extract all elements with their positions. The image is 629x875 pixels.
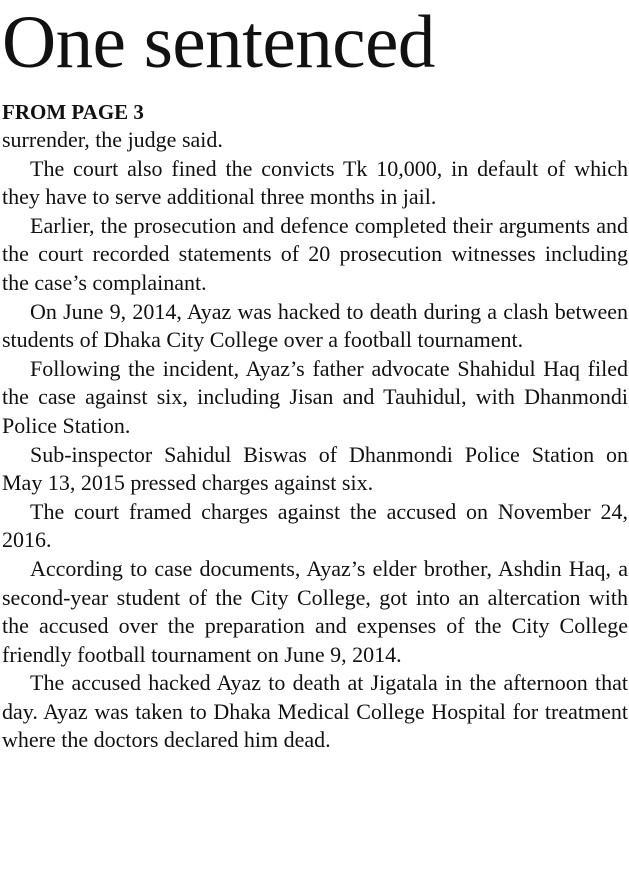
article-paragraph: The court also fined the convicts Tk 10,000, in default of which they have to serve additional three months in jail. [2,155,628,210]
article-paragraph: The accused hacked Ayaz to death at Jigatala in the afternoon that day. Ayaz was taken to Dhaka Medical College Hospital for treatment where the doctors declared him dead. [2,670,628,753]
article-body [2,126,628,755]
article-paragraph: According to case documents, Ayaz’s elder brother, Ashdin Haq, a second-year student of the City College, got into an altercation with the accused over the preparation and expenses of the City College friendly football tournament on June 9, 2014. [2,555,628,667]
article-paragraph: Sub-inspector Sahidul Biswas of Dhanmondi Police Station on May 13, 2015 pressed charges against six. [2,441,628,496]
article-paragraph: surrender, the judge said. [2,127,223,152]
article-paragraph: Earlier, the prosecution and defence completed their arguments and the court recorded statements of 20 prosecution witnesses including the case’s complainant. [2,212,628,295]
article-paragraph: The court framed charges against the accused on November 24, 2016. [2,498,628,553]
continued-from-label: FROM PAGE 3 [2,100,144,124]
article-headline: One sentenced [2,1,435,84]
news-article [2,0,628,755]
article-paragraph: Following the incident, Ayaz’s father advocate Shahidul Haq filed the case against six, including Jisan and Tauhidul, with Dhanmondi Police Station. [2,355,628,438]
article-paragraph: On June 9, 2014, Ayaz was hacked to death during a clash between students of Dhaka City College over a football tournament. [2,298,628,353]
